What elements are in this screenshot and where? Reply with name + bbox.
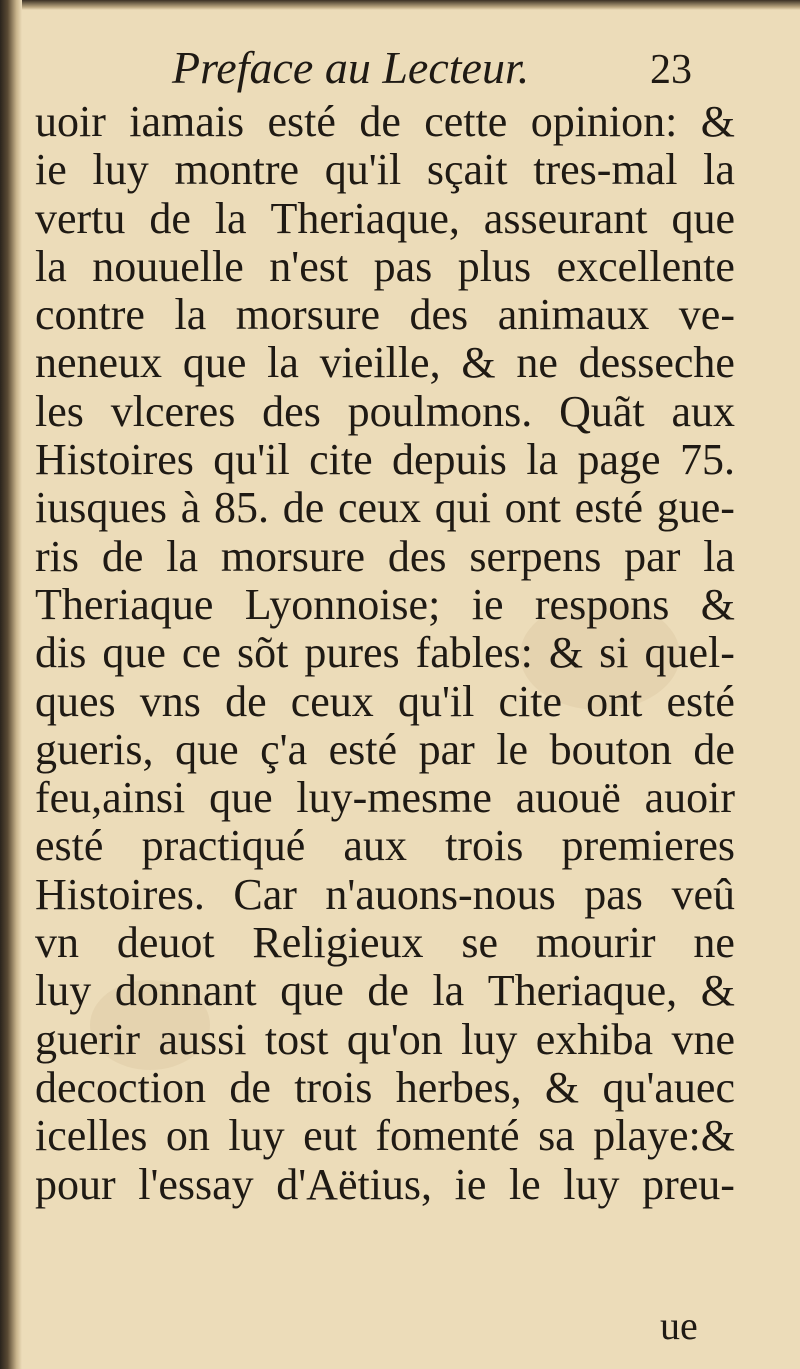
text-word: mourir: [535, 918, 656, 968]
text-word: ie: [35, 145, 67, 195]
text-word: neneux: [35, 338, 163, 388]
text-word: que: [182, 338, 247, 388]
text-word: morsure: [235, 290, 380, 340]
text-word: ris: [35, 531, 79, 581]
text-line: [35, 581, 735, 629]
text-word: ne: [693, 918, 735, 968]
text-word: ceux: [337, 483, 421, 533]
text-word: par: [624, 531, 681, 581]
text-word: ie: [471, 579, 504, 629]
text-word: vne: [671, 1014, 735, 1064]
text-word: la: [432, 966, 465, 1016]
text-word: la: [35, 241, 67, 291]
text-word: de: [229, 1062, 271, 1112]
text-word: cite: [309, 435, 373, 485]
top-page-edge: [22, 0, 800, 10]
text-word: auouë: [515, 773, 621, 823]
text-word: que: [209, 773, 273, 823]
text-word: poulmons.: [347, 386, 533, 436]
running-title: Preface au Lecteur.: [172, 42, 530, 93]
text-line: [35, 919, 735, 967]
text-word: qui: [434, 483, 491, 533]
text-word: aussi: [158, 1014, 247, 1064]
text-word: pas: [584, 869, 643, 919]
text-word: premieres: [561, 821, 735, 871]
text-word: de: [693, 724, 735, 774]
text-word: trois: [294, 1062, 373, 1112]
text-word: Lyonnoise;: [244, 579, 441, 629]
text-word: de: [225, 676, 267, 726]
text-word: pas: [373, 241, 433, 291]
text-word: page: [577, 435, 661, 485]
text-word: le: [496, 724, 529, 774]
text-word: vns: [139, 676, 201, 726]
text-word: Theriaque,: [487, 966, 678, 1016]
binding-edge: [0, 0, 22, 1369]
text-word: des: [409, 290, 469, 340]
text-word: Theriaque: [35, 579, 214, 629]
text-line: [35, 146, 735, 194]
text-word: pour: [35, 1159, 116, 1209]
text-word: Quãt: [559, 386, 645, 436]
text-line: [35, 726, 735, 774]
text-word: practiqué: [141, 821, 306, 871]
text-word: pures: [304, 628, 400, 678]
text-line: [35, 1112, 735, 1160]
text-word: veû: [671, 869, 735, 919]
text-word: aux: [671, 386, 735, 436]
text-word: desseche: [578, 338, 735, 388]
text-word: ce: [181, 628, 221, 678]
text-word: ne: [516, 338, 558, 388]
text-word: que: [102, 628, 166, 678]
page-number: 23: [650, 47, 692, 93]
text-word: luy: [92, 145, 149, 195]
text-word: la: [526, 435, 559, 485]
text-word: de: [359, 97, 401, 146]
text-word: 75.: [679, 435, 735, 485]
text-line: [35, 629, 735, 677]
text-word: vn: [35, 918, 79, 968]
text-word: exhiba: [535, 1014, 654, 1064]
text-word: opinion:: [530, 97, 678, 146]
text-word: aux: [343, 821, 407, 871]
page-header: [0, 38, 800, 98]
text-word: le: [508, 1159, 541, 1209]
text-word: qu'on: [346, 1014, 443, 1064]
text-word: à: [180, 483, 201, 533]
text-word: la: [703, 145, 735, 195]
text-word: la: [174, 290, 207, 340]
text-line: [35, 484, 735, 532]
text-word: plus: [457, 241, 532, 291]
text-word: Histoires.: [35, 869, 205, 919]
text-word: que: [671, 193, 735, 243]
text-line: [35, 195, 735, 243]
text-word: l'essay: [138, 1159, 254, 1209]
text-word: esté: [35, 821, 104, 871]
text-word: esté: [574, 483, 644, 533]
text-word: Car: [233, 869, 297, 919]
text-word: uoir: [35, 97, 106, 146]
text-word: excellente: [556, 241, 735, 291]
text-word: montre: [174, 145, 300, 195]
text-line: [35, 291, 735, 339]
text-word: luy-mesme: [296, 773, 492, 823]
text-word: animaux: [497, 290, 650, 340]
text-word: n'auons-nous: [325, 869, 556, 919]
text-word: esté: [328, 724, 398, 774]
text-line: [35, 1161, 735, 1209]
text-word: preu-: [642, 1159, 735, 1209]
text-word: des: [262, 386, 321, 436]
text-word: cette: [424, 97, 508, 146]
text-line: [35, 967, 735, 1015]
text-line: [35, 436, 735, 484]
text-word: ve-: [678, 290, 735, 340]
text-line: [35, 1064, 735, 1112]
text-word: asseurant: [483, 193, 648, 243]
body-text: [35, 98, 735, 1209]
text-word: decoction: [35, 1062, 207, 1112]
text-word: iusques: [35, 483, 167, 533]
text-word: qu'auec: [602, 1062, 735, 1112]
text-word: luy: [35, 966, 92, 1016]
text-word: fables:: [415, 628, 533, 678]
text-word: iamais: [129, 97, 245, 146]
text-word: 85.: [213, 483, 269, 533]
text-word: herbes,: [395, 1062, 522, 1112]
text-word: depuis: [392, 435, 507, 485]
text-word: respons: [534, 579, 670, 629]
text-word: la: [214, 193, 247, 243]
text-word: vieille,: [319, 338, 441, 388]
text-word: les: [35, 386, 84, 436]
text-line: [35, 1016, 735, 1064]
text-word: cite: [498, 676, 562, 726]
text-word: bouton: [549, 724, 672, 774]
text-word: contre: [35, 290, 145, 340]
text-word: qu'il: [324, 145, 402, 195]
text-word: morsure: [220, 531, 366, 581]
text-word: ont: [586, 676, 643, 726]
text-word: donnant: [114, 966, 257, 1016]
text-word: des: [387, 531, 447, 581]
text-word: Theriaque,: [270, 193, 460, 243]
text-word: &: [461, 338, 496, 388]
text-word: luy: [461, 1014, 518, 1064]
text-word: d'Aëtius,: [276, 1159, 433, 1209]
text-word: &: [700, 966, 735, 1016]
text-word: si: [599, 628, 629, 678]
catchword: ue: [660, 1303, 698, 1348]
text-word: guerir: [35, 1014, 141, 1064]
text-word: par: [418, 724, 475, 774]
text-word: gueris,: [35, 724, 154, 774]
text-word: vlceres: [110, 386, 236, 436]
text-line: [35, 388, 735, 436]
text-word: nouuelle: [92, 241, 244, 291]
text-word: eut: [303, 1111, 357, 1161]
text-word: feu,ainsi: [35, 773, 186, 823]
text-word: ceux: [290, 676, 374, 726]
text-word: la: [703, 531, 735, 581]
text-line: [35, 98, 735, 146]
text-word: auoir: [644, 773, 735, 823]
text-word: Histoires: [35, 435, 194, 485]
text-word: de: [367, 966, 409, 1016]
text-word: qu'il: [397, 676, 475, 726]
text-word: la: [166, 531, 198, 581]
text-word: luy: [228, 1111, 285, 1161]
text-word: esté: [267, 97, 336, 146]
text-line: [35, 533, 735, 581]
text-word: la: [267, 338, 299, 388]
text-word: trois: [445, 821, 524, 871]
text-word: icelles: [35, 1111, 148, 1161]
text-word: luy: [563, 1159, 620, 1209]
text-word: de: [101, 531, 144, 581]
text-word: playe:&: [593, 1111, 735, 1161]
text-word: gue-: [656, 483, 735, 533]
text-word: on: [165, 1111, 210, 1161]
text-word: &: [544, 1062, 580, 1112]
text-line: [35, 871, 735, 919]
text-word: sa: [538, 1111, 575, 1161]
text-word: Religieux: [252, 918, 424, 968]
text-word: dis: [35, 628, 87, 678]
text-word: fomenté: [375, 1111, 520, 1161]
text-line: [35, 243, 735, 291]
text-word: esté: [666, 676, 735, 726]
text-word: &: [700, 579, 735, 629]
text-word: quel-: [644, 628, 735, 678]
text-word: tost: [264, 1014, 329, 1064]
text-word: ques: [35, 676, 116, 726]
text-word: ont: [504, 483, 561, 533]
text-word: n'est: [269, 241, 349, 291]
text-line: [35, 678, 735, 726]
text-line: [35, 822, 735, 870]
text-word: sõt: [236, 628, 289, 678]
text-word: serpens: [469, 531, 602, 581]
text-word: que: [175, 724, 239, 774]
text-word: &: [700, 97, 735, 146]
text-word: de: [282, 483, 325, 533]
text-word: vertu: [35, 193, 126, 243]
text-word: ie: [454, 1159, 487, 1209]
text-line: [35, 339, 735, 387]
text-word: qu'il: [213, 435, 290, 485]
text-word: deuot: [116, 918, 215, 968]
text-word: que: [280, 966, 344, 1016]
text-line: [35, 774, 735, 822]
text-word: sçait: [426, 145, 508, 195]
text-word: de: [149, 193, 191, 243]
text-word: ç'a: [260, 724, 308, 774]
text-word: &: [548, 628, 584, 678]
text-word: se: [461, 918, 498, 968]
text-word: tres-mal: [533, 145, 678, 195]
